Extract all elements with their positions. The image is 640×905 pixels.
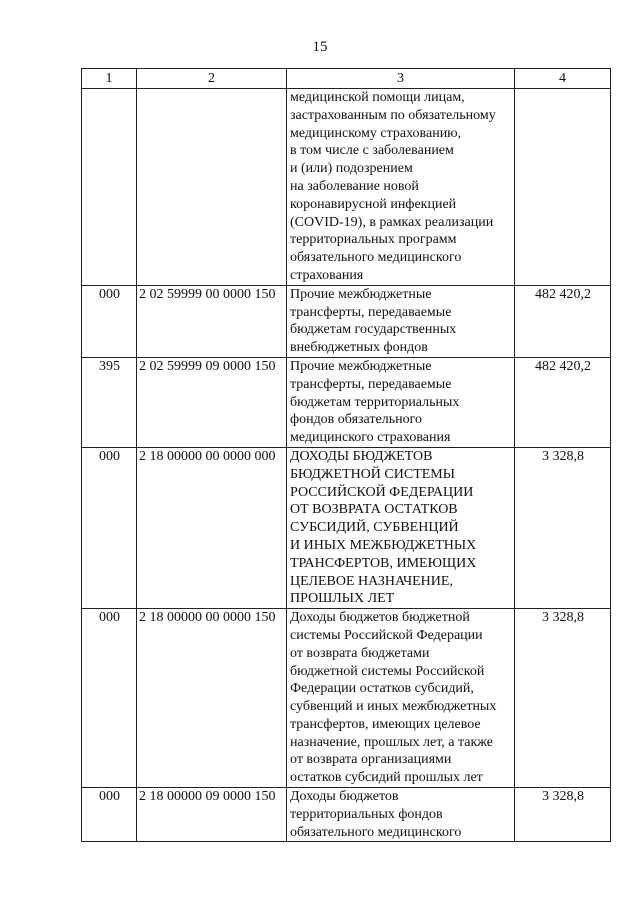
budget-code-cell: 2 18 00000 00 0000 000: [137, 447, 287, 608]
budget-code-cell: [137, 89, 287, 286]
table-row: [82, 788, 611, 842]
admin-code-cell: [82, 89, 137, 286]
amount-cell: 3 328,8: [515, 447, 611, 608]
description-cell: Прочие межбюджетные трансферты, передаваемые бюджетам государственных внебюджетных фондов: [287, 285, 515, 357]
admin-code-cell: 395: [82, 357, 137, 447]
table-row: [82, 609, 611, 788]
budget-table: [81, 68, 611, 842]
description-cell: Доходы бюджетов бюджетной системы Российской Федерации от возврата бюджетами бюджетной системы Российской Федерации остатков субсидий, субвенций и иных межбюджетных трансфертов, имеющих целевое назначение, прошлых лет, а также от возврата организациями остатков субсидий прошлых лет: [287, 609, 515, 788]
admin-code-cell: 000: [82, 447, 137, 608]
header-col-1: 1: [82, 69, 137, 89]
amount-cell: [515, 89, 611, 286]
header-col-4: 4: [515, 69, 611, 89]
description-cell: Доходы бюджетов территориальных фондов обязательного медицинского: [287, 788, 515, 842]
amount-cell: 482 420,2: [515, 357, 611, 447]
table-row: [82, 447, 611, 608]
admin-code-cell: 000: [82, 285, 137, 357]
admin-code-cell: 000: [82, 788, 137, 842]
table-row: [82, 285, 611, 357]
budget-code-cell: 2 18 00000 09 0000 150: [137, 788, 287, 842]
budget-code-cell: 2 02 59999 09 0000 150: [137, 357, 287, 447]
budget-code-cell: 2 18 00000 00 0000 150: [137, 609, 287, 788]
description-cell: ДОХОДЫ БЮДЖЕТОВ БЮДЖЕТНОЙ СИСТЕМЫ РОССИЙСКОЙ ФЕДЕРАЦИИ ОТ ВОЗВРАТА ОСТАТКОВ СУБСИДИЙ, СУБВЕНЦИЙ И ИНЫХ МЕЖБЮДЖЕТНЫХ ТРАНСФЕРТОВ, ИМЕЮЩИХ ЦЕЛЕВОЕ НАЗНАЧЕНИЕ, ПРОШЛЫХ ЛЕТ: [287, 447, 515, 608]
header-col-3: 3: [287, 69, 515, 89]
amount-cell: 3 328,8: [515, 788, 611, 842]
amount-cell: 482 420,2: [515, 285, 611, 357]
description-cell: Прочие межбюджетные трансферты, передаваемые бюджетам территориальных фондов обязательного медицинского страхования: [287, 357, 515, 447]
table-row: [82, 89, 611, 286]
table-row: [82, 357, 611, 447]
table-header-row: [82, 69, 611, 89]
amount-cell: 3 328,8: [515, 609, 611, 788]
budget-code-cell: 2 02 59999 00 0000 150: [137, 285, 287, 357]
header-col-2: 2: [137, 69, 287, 89]
description-cell: медицинской помощи лицам, застрахованным по обязательному медицинскому страхованию, в том числе с заболеванием и (или) подозрением на заболевание новой коронавирусной инфекцией (COVID-19), в рамках реализации территориальных программ обязательного медицинского страхования: [287, 89, 515, 286]
page-number: 15: [312, 39, 328, 55]
admin-code-cell: 000: [82, 609, 137, 788]
